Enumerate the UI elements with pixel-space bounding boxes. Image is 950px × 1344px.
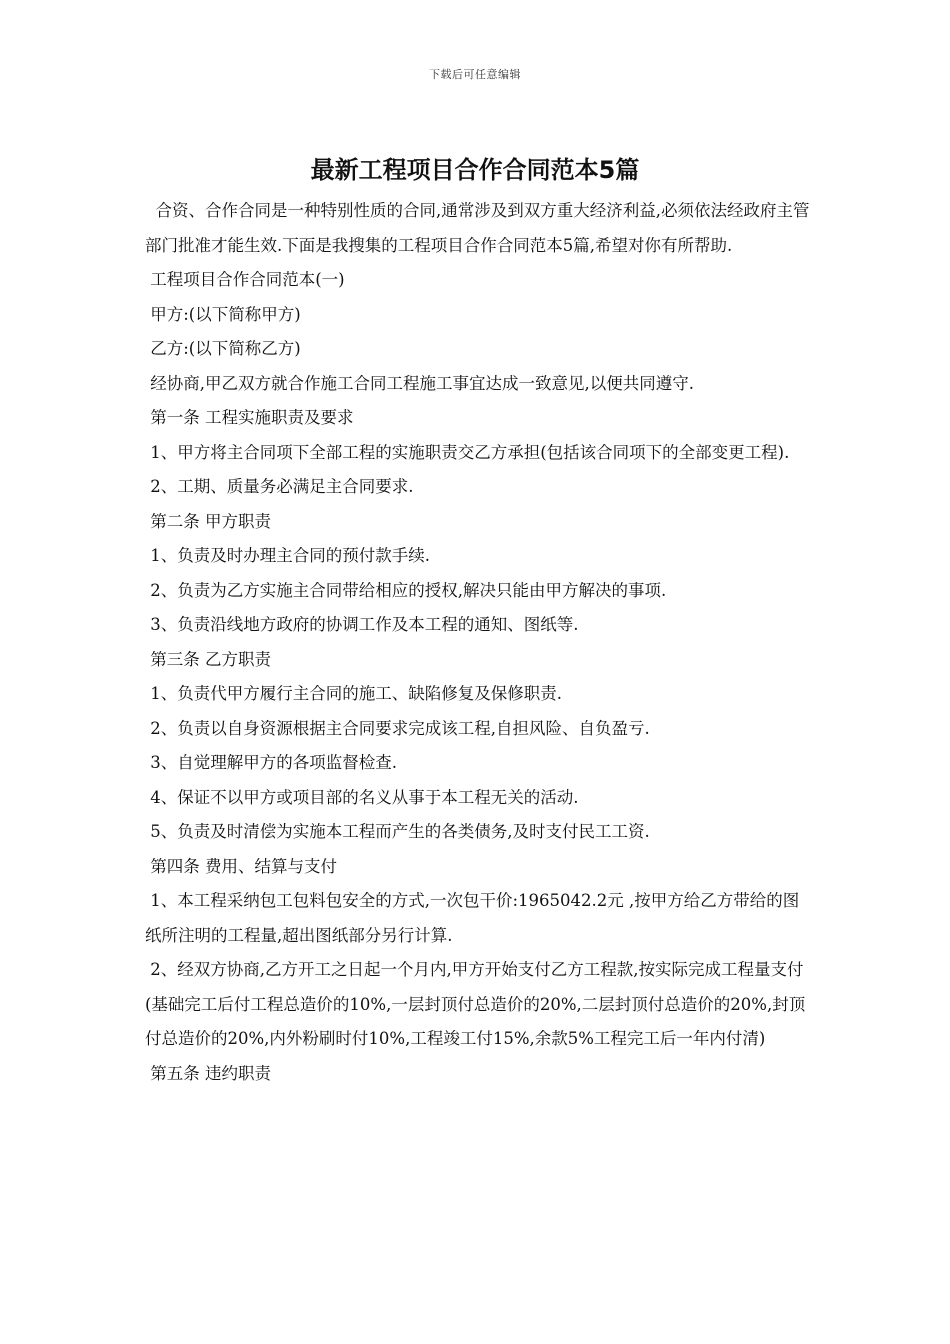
article-4-heading: 第四条 费用、结算与支付 — [145, 856, 337, 876]
article-1-heading: 第一条 工程实施职责及要求 — [145, 408, 354, 427]
article-2-item-1: 1、负责及时办理主合同的预付款手续. — [145, 546, 430, 565]
article-3-item-5: 5、负责及时清偿为实施本工程而产生的各类债务,及时支付民工工资. — [145, 822, 650, 841]
article-4-item-1: 1、本工程采纳包工包料包安全的方式,一次包干价:1965042.2元 ,按甲方给乙方带给的图纸所注明的工程量,超出图纸部分另行计算. — [145, 891, 800, 945]
header-note: 下载后可任意编辑 — [429, 68, 521, 81]
article-2-item-3: 3、负责沿线地方政府的协调工作及本工程的通知、图纸等. — [145, 615, 579, 634]
article-4-item-2: 2、经双方协商,乙方开工之日起一个月内,甲方开始支付乙方工程款,按实际完成工程量支付(基础完工后付工程总造价的10%,一层封顶付总造价的20%,二层封顶付总造价的20%,封顶付总造价的20%,内外粉刷时付10%,工程竣工付15%,余款5%工程完工后一年内付清) — [145, 960, 806, 1048]
article-2-item-2: 2、负责为乙方实施主合同带给相应的授权,解决只能由甲方解决的事项. — [145, 580, 667, 600]
article-3-item-4: 4、保证不以甲方或项目部的名义从事于本工程无关的活动. — [145, 787, 579, 807]
article-3-item-2: 2、负责以自身资源根据主合同要求完成该工程,自担风险、自负盈亏. — [145, 718, 650, 738]
article-5-heading: 第五条 违约职责 — [145, 1063, 271, 1083]
agreement-statement: 经协商,甲乙双方就合作施工合同工程施工事宜达成一致意见,以便共同遵守. — [145, 373, 694, 393]
party-a-line: 甲方:(以下简称甲方) — [145, 304, 301, 324]
party-b-line: 乙方:(以下简称乙方) — [145, 339, 301, 358]
article-2-heading: 第二条 甲方职责 — [145, 511, 271, 531]
article-3-item-3: 3、自觉理解甲方的各项监督检查. — [145, 753, 397, 772]
section-heading-template-1: 工程项目合作合同范本(一) — [145, 270, 345, 289]
document-body — [145, 194, 815, 1091]
article-1-item-1: 1、甲方将主合同项下全部工程的实施职责交乙方承担(包括该合同项下的全部变更工程). — [145, 442, 790, 462]
intro-paragraph: 合资、合作合同是一种特别性质的合同,通常涉及到双方重大经济利益,必须依法经政府主管部门批准才能生效.下面是我搜集的工程项目合作合同范本5篇,希望对你有所帮助. — [145, 201, 810, 255]
article-3-heading: 第三条 乙方职责 — [145, 649, 271, 669]
article-3-item-1: 1、负责代甲方履行主合同的施工、缺陷修复及保修职责. — [145, 684, 562, 703]
article-1-item-2: 2、工期、质量务必满足主合同要求. — [145, 477, 414, 496]
document-title: 最新工程项目合作合同范本5篇 — [310, 156, 640, 184]
